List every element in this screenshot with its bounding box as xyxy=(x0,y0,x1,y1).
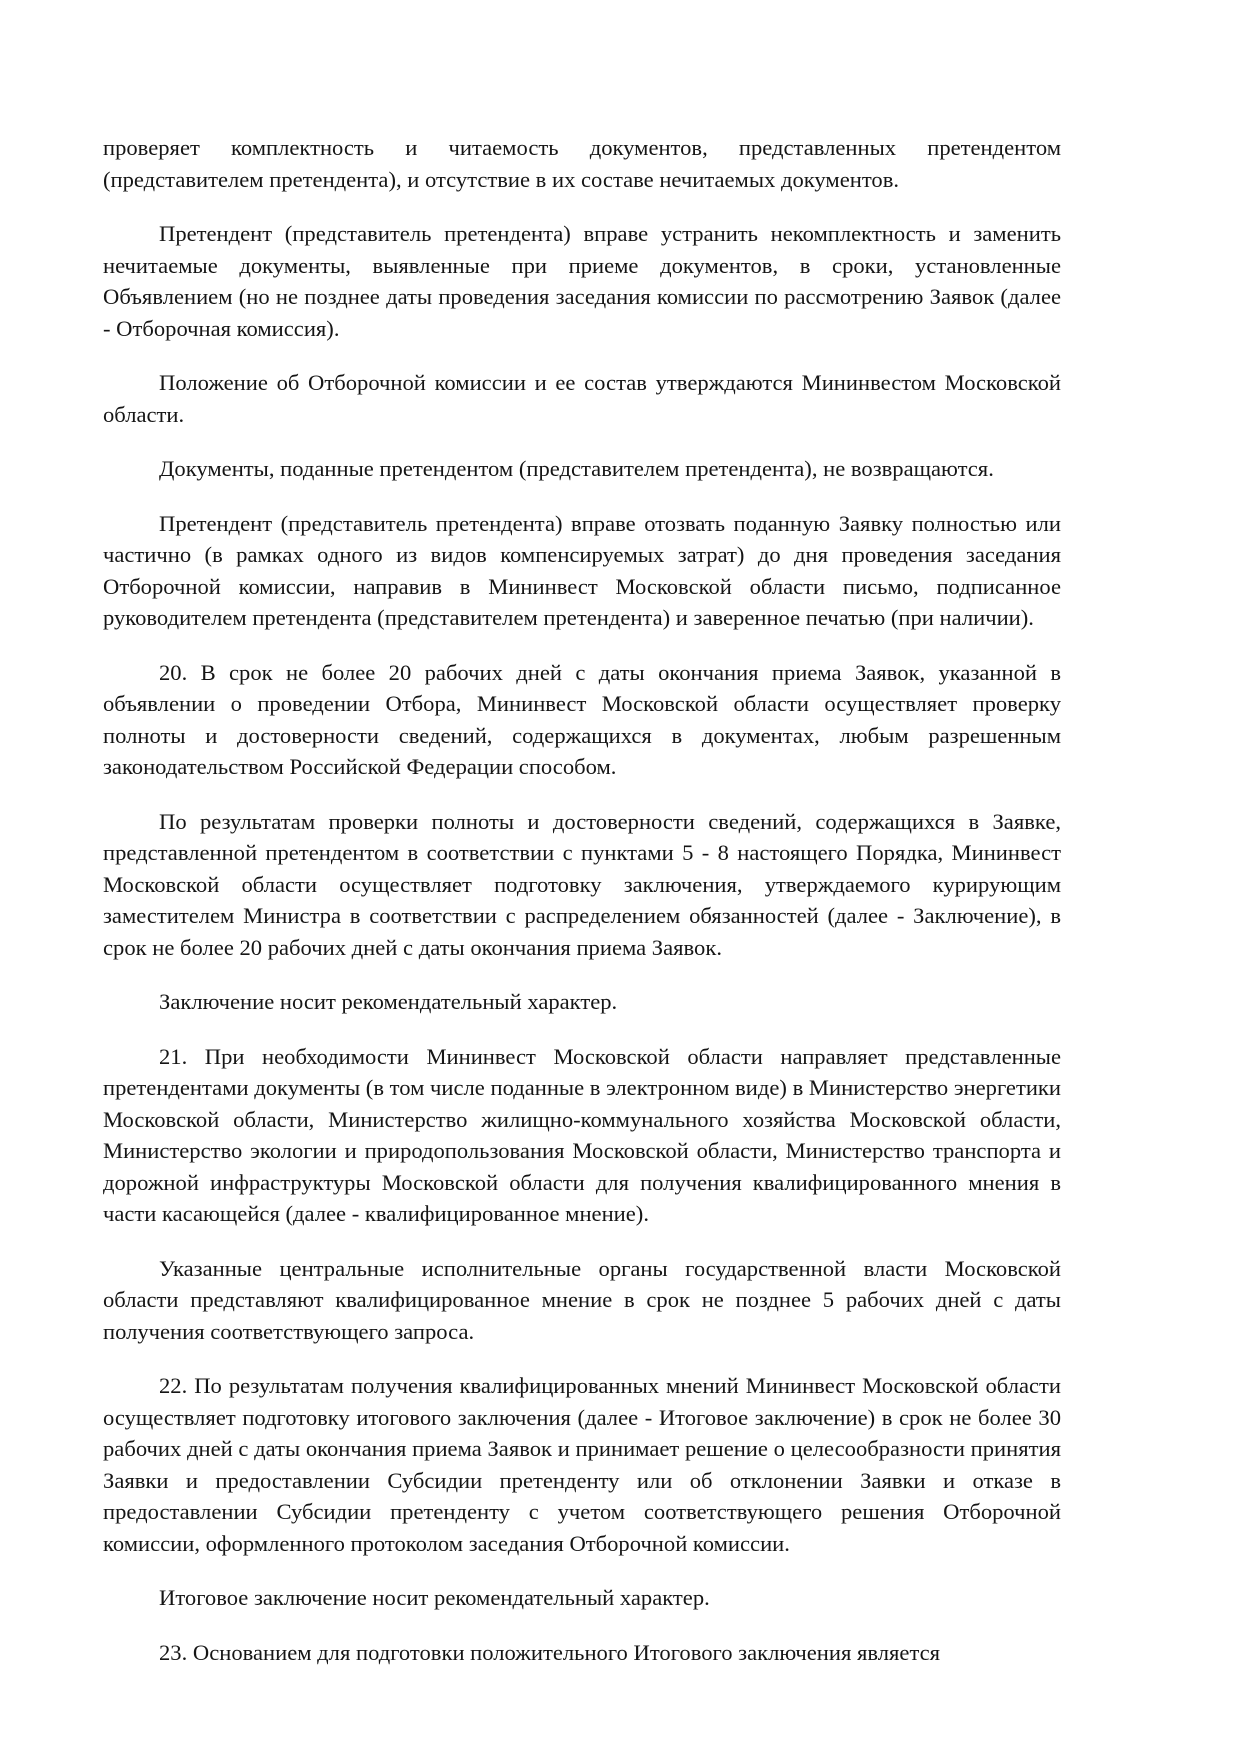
paragraph-dokumenty-ne-vozvrashchayutsya: Документы, поданные претендентом (представителем претендента), не возвращаются. xyxy=(159,456,994,481)
paragraph-ukazannye-organy: Указанные центральные исполнительные органы государственной власти Московской области представляют квалифицированное мнение в срок не позднее 5 рабочих дней с даты получения соответствующего запроса. xyxy=(103,1255,1061,1344)
paragraph-item-22: 22. По результатам получения квалифицированных мнений Мининвест Московской области осуществляет подготовку итогового заключения (далее - Итоговое заключение) в срок не более 30 рабочих дней с даты окончания приема Заявок и принимает решение о целесообразности принятия Заявки и предоставлении Субсидии претенденту или об отклонении Заявки и отказе в предоставлении Субсидии претенденту с учетом соответствующего решения Отборочной комиссии, оформленного протоколом заседания Отборочной комиссии. xyxy=(103,1373,1061,1556)
paragraph-itogovoe-zaklyuchenie-rekomendatelnyy: Итоговое заключение носит рекомендательный характер. xyxy=(159,1585,710,1610)
paragraph-otozvat-zayavku: Претендент (представитель претендента) вправе отозвать поданную Заявку полностью или частично (в рамках одного из видов компенсируемых затрат) до дня проведения заседания Отборочной комиссии, направив в Мининвест Московской области письмо, подписанное руководителем претендента (представителем претендента) и заверенное печатью (при наличии). xyxy=(103,510,1061,630)
paragraph-polozhenie-o-komissii: Положение об Отборочной комиссии и ее состав утверждаются Мининвестом Московской области. xyxy=(103,370,1061,427)
paragraph-item-23: 23. Основанием для подготовки положительного Итогового заключения является xyxy=(159,1639,941,1665)
paragraph-item-20: 20. В срок не более 20 рабочих дней с даты окончания приема Заявок, указанной в объявлении о проведении Отбора, Мининвест Московской области осуществляет проверку полноты и достоверности сведений, содержащихся в документах, любым разрешенным законодательством Российской Федерации способом. xyxy=(103,659,1061,779)
paragraph-po-rezultatam-proverki: По результатам проверки полноты и достоверности сведений, содержащихся в Заявке, представленной претендентом в соответствии с пунктами 5 - 8 настоящего Порядка, Мининвест Московской области осуществляет подготовку заключения, утверждаемого курирующим заместителем Министра в соответствии с распределением обязанностей (далее - Заключение), в срок не более 20 рабочих дней с даты окончания приема Заявок. xyxy=(103,808,1061,960)
paragraph-item-21: 21. При необходимости Мининвест Московской области направляет представленные претендентами документы (в том числе поданные в электронном виде) в Министерство энергетики Московской области, Министерство жилищно-коммунального хозяйства Московской области, Министерство экологии и природопользования Московской области, Министерство транспорта и дорожной инфраструктуры Московской области для получения квалифицированного мнения в части касающейся (далее - квалифицированное мнение). xyxy=(103,1043,1061,1226)
paragraph-continuation: проверяет комплектность и читаемость документов, представленных претендентом (представителем претендента), и отсутствие в их составе нечитаемых документов. xyxy=(103,135,1061,192)
document-text-column xyxy=(103,132,1061,1668)
paragraph-zaklyuchenie-rekomendatelnyy: Заключение носит рекомендательный характер. xyxy=(159,989,618,1014)
paragraph-pretendent-ustranit: Претендент (представитель претендента) вправе устранить некомплектность и заменить нечитаемые документы, выявленные при приеме документов, в сроки, установленные Объявлением (но не позднее даты проведения заседания комиссии по рассмотрению Заявок (далее - Отборочная комиссия). xyxy=(103,221,1061,341)
